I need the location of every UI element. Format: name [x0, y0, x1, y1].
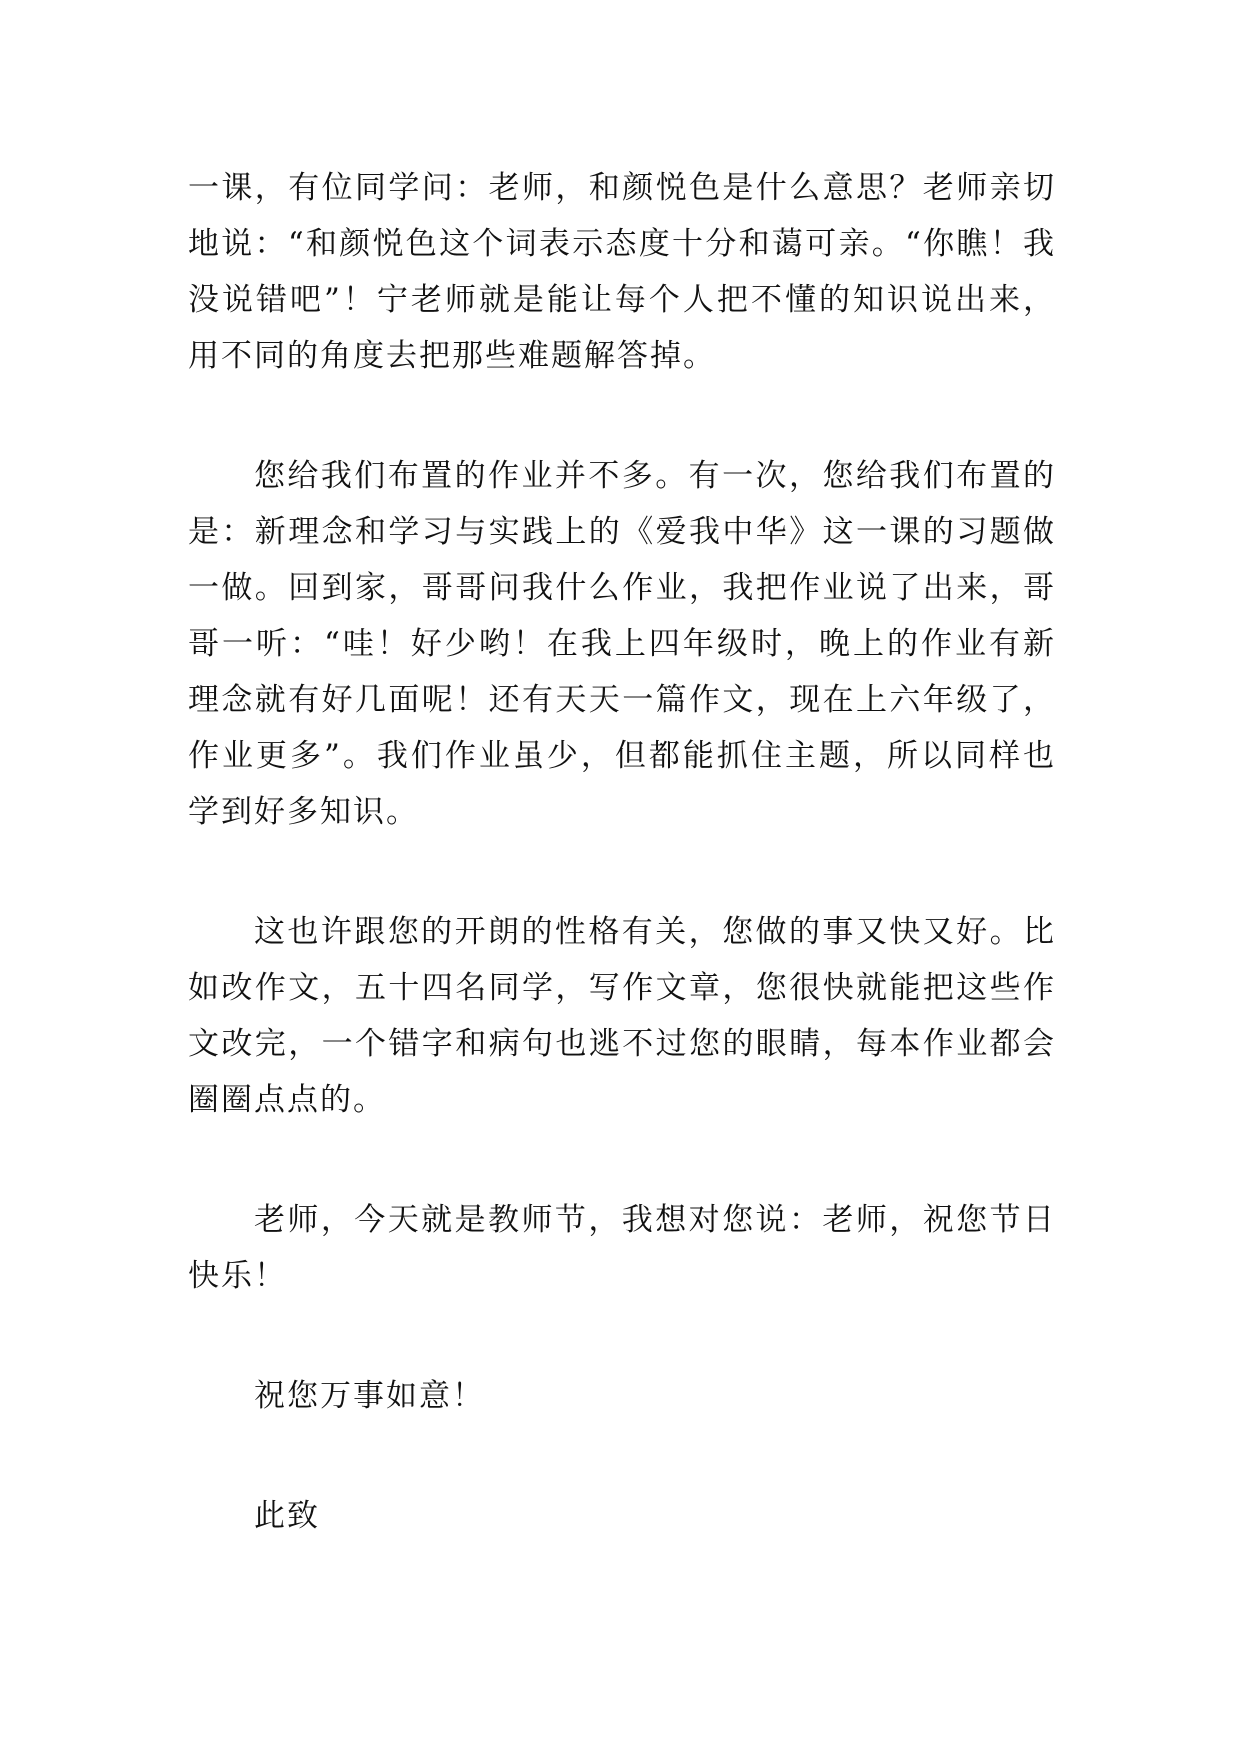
paragraph-teachers-day: 老师，今天就是教师节，我想对您说：老师，祝您节日快乐！ [188, 1202, 1056, 1294]
paragraph-personality: 这也许跟您的开朗的性格有关，您做的事又快又好。比如改作文，五十四名同学，写作文章，您很快就能把这些作文改完，一个错字和病句也逃不过您的眼睛，每本作业都会圈圈点点的。 [188, 914, 1056, 1118]
document-page [188, 160, 1056, 1544]
paragraph-wishes: 祝您万事如意！ [254, 1378, 485, 1414]
paragraph-homework: 您给我们布置的作业并不多。有一次，您给我们布置的是：新理念和学习与实践上的《爱我中华》这一课的习题做一做。回到家，哥哥问我什么作业，我把作业说了出来，哥哥一听：“哇！好少哟！在我上四年级时，晚上的作业有新理念就有好几面呢！还有天天一篇作文，现在上六年级了，作业更多”。我们作业虽少，但都能抓住主题，所以同样也学到好多知识。 [188, 458, 1056, 830]
paragraph-continuation: 一课，有位同学问：老师，和颜悦色是什么意思？老师亲切地说：“和颜悦色这个词表示态度十分和蔼可亲。“你瞧！我没说错吧”！宁老师就是能让每个人把不懂的知识说出来，用不同的角度去把那些难题解答掉。 [188, 170, 1056, 374]
paragraph-closing: 此致 [254, 1498, 320, 1534]
